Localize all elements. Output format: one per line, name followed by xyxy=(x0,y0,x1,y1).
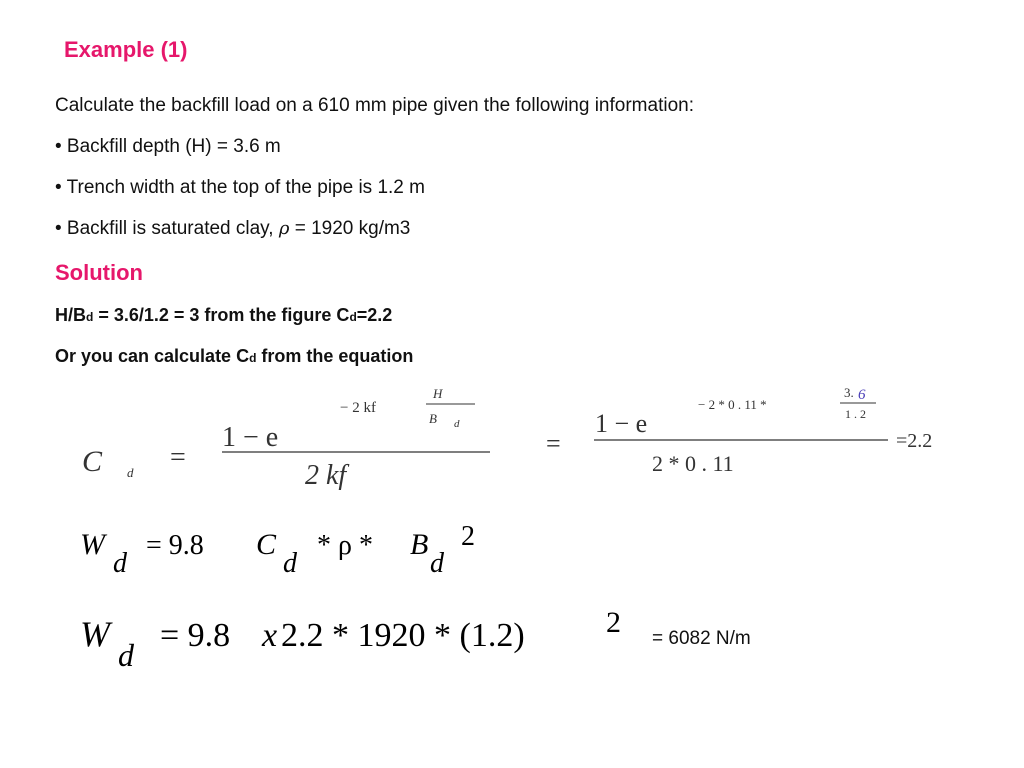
bullet-backfill-depth: • Backfill depth (H) = 3.6 m xyxy=(55,136,281,157)
eq1-C: C xyxy=(82,445,103,478)
eq1-numerator-2: 1 − e xyxy=(595,409,648,438)
eq1-frac-H: H xyxy=(433,386,443,401)
eq1-equals-2: = xyxy=(546,429,561,458)
rho-symbol: ρ xyxy=(278,218,290,239)
ratio-text-a: H/B xyxy=(55,305,86,325)
eq3-rhs-b: 2.2 * 1920 * (1.2) xyxy=(281,617,525,654)
equation-text-b: from the equation xyxy=(256,346,414,366)
ratio-sub-1: d xyxy=(86,310,94,324)
eq1-frac-den-r: 1 . 2 xyxy=(845,407,866,421)
eq2-C-sub: d xyxy=(283,548,297,579)
final-answer: = 6082 N/m xyxy=(652,628,751,649)
eq3-rhs-a: = 9.8 xyxy=(160,617,231,654)
eq1-C-sub: d xyxy=(127,465,134,480)
ratio-text-b: = 3.6/1.2 = 3 from the figure C xyxy=(93,305,350,325)
eq1-exponent-2: − 2 * 0 . 11 * xyxy=(698,397,767,412)
eq3-sup: 2 xyxy=(606,606,621,639)
equation-text-a: Or you can calculate C xyxy=(55,346,250,366)
eq1-numerator: 1 − e xyxy=(222,422,279,453)
eq3-rhs-x: x xyxy=(262,617,278,654)
eq1-exponent: − 2 kf xyxy=(340,400,376,416)
bullet-clay-prefix: • Backfill is saturated clay, xyxy=(55,218,279,239)
eq1-result: =2.2 xyxy=(896,430,933,452)
ratio-sub-2: d xyxy=(349,310,357,324)
eq2-rhs-2: * ρ * xyxy=(310,530,380,561)
eq1-equals: = xyxy=(170,442,186,473)
eq2-W-sub: d xyxy=(113,548,127,579)
slide-title: Example (1) xyxy=(64,37,188,62)
eq1-frac-num-r1: 3. xyxy=(844,385,854,400)
eq1-frac-d: d xyxy=(454,418,460,430)
eq2-sup: 2 xyxy=(461,521,475,552)
bullet-clay-suffix: = 1920 kg/m3 xyxy=(289,218,411,239)
eq2-B-sub: d xyxy=(430,548,444,579)
eq1-frac-num-r2: 6 xyxy=(858,387,866,403)
bullet-trench-width: • Trench width at the top of the pipe is 1.2 m xyxy=(55,177,425,198)
eq1-denominator: 2 kf xyxy=(305,460,347,491)
equation-sub: d xyxy=(249,351,257,365)
eq2-rhs-1: = 9.8 xyxy=(146,530,218,561)
ratio-text-c: =2.2 xyxy=(356,305,393,325)
eq2-C: C xyxy=(256,528,277,561)
eq3-W: W xyxy=(80,614,110,654)
eq2-B: B xyxy=(410,528,429,561)
eq3-W-sub: d xyxy=(118,637,134,673)
eq1-frac-B: B xyxy=(429,411,437,426)
eq2-W: W xyxy=(80,528,105,561)
solution-heading: Solution xyxy=(55,260,143,285)
problem-intro: Calculate the backfill load on a 610 mm pipe given the following information: xyxy=(55,95,694,116)
eq1-denominator-2: 2 * 0 . 11 xyxy=(652,451,734,476)
